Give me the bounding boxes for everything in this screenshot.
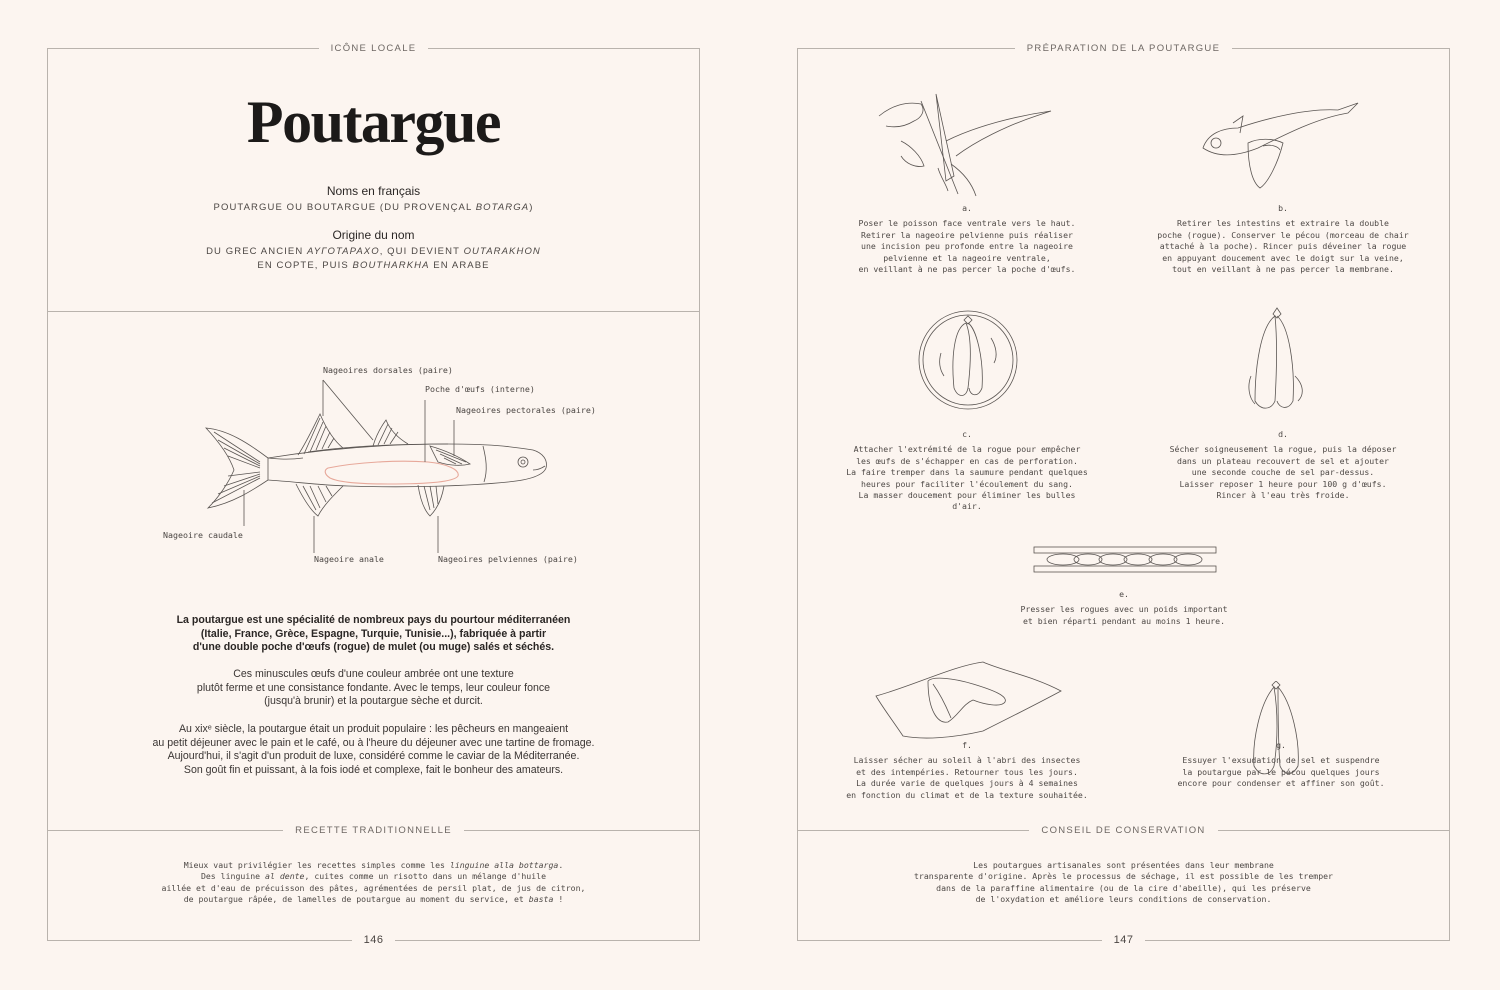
step-d: d. Sécher soigneusement la rogue, puis la déposer dans un plateau recouvert de sel et ajouter une seconde couche de sel par-dessus. Laisser reposer 1 heure pour 100 g d'œufs. Rincer à l'eau très froide. [1169, 429, 1397, 501]
intro-paragraph: La poutargue est une spécialité de nombreux pays du pourtour méditerranéen (Italie, France, Grèce, Espagne, Turquie, Tunisie...), fabriquée à partir d'une double poche d'œufs (rogue) de mulet (ou muge) salés et séchés. [176, 614, 571, 653]
sun-drying-roe-illustration [873, 656, 1063, 741]
step-b: b. Retirer les intestins et extraire la double poche (rogue). Conserver le pécou (morceau de chair attaché à la poche). Rincer puis déveiner la rogue en appuyant doucement avec le doigt sur la veine, tout en veillant à ne pas percer la membrane. [1157, 203, 1409, 275]
label-pectoral-fins: Nageoires pectorales (paire) [456, 405, 596, 415]
roe-in-brine-bowl-illustration [916, 308, 1021, 413]
divider [48, 311, 699, 312]
step-f: f. Laisser sécher au soleil à l'abri des insectes et des intempéries. Retourner tous les jours. La durée varie de quelques jours à 4 semaines en fonction du climat et de la texture souhaitée. [846, 740, 1088, 800]
origin-block [48, 228, 699, 273]
label-anal-fin: Nageoire anale [314, 554, 384, 564]
pressing-roe-illustration [1033, 546, 1218, 574]
fish-roe-extraction-illustration [1198, 98, 1373, 198]
fish-anatomy-diagram [148, 358, 608, 578]
right-page [797, 42, 1450, 946]
page-number-146: 146 [47, 940, 700, 941]
mullet-fish-illustration [148, 358, 608, 578]
label-pelvic-fins: Nageoires pelviennes (paire) [438, 554, 578, 564]
label-dorsal-fins: Nageoires dorsales (paire) [323, 365, 453, 375]
step-a: a. Poser le poisson face ventrale vers le haut. Retirer la nageoire pelvienne puis réaliser une incision peu profonde entre la nageoire pelvienne et la nageoire ventrale, en veillant à ne pas percer la poche d'œufs. [858, 203, 1076, 275]
names-block [48, 184, 699, 215]
origin-value: DU GREC ANCIEN AYГOTAPAXO, QUI DEVIENT OUTARAKHON EN COPTE, PUIS BOUTHARKHA EN ARABE [206, 246, 541, 271]
names-value: POUTARGUE OU BOUTARGUE (DU PROVENÇAL BOTARGA) [213, 202, 534, 213]
label-roe-pouch: Poche d'œufs (interne) [425, 384, 535, 394]
step-e: e. Presser les rogues avec un poids important et bien réparti pendant au moins 1 heure. [1020, 589, 1228, 626]
section-header-preparation: PRÉPARATION DE LA POUTARGUE [797, 48, 1450, 49]
section-header-conservation: CONSEIL DE CONSERVATION [797, 830, 1450, 831]
history-paragraph: Au xixᵉ siècle, la poutargue était un produit populaire : les pêcheurs en mangeaient au petit déjeuner avec le pain et le café, ou à l'heure du déjeuner avec une tartine de fromage. Aujourd'hui, il s'agit d'un produit de luxe, considéré comme le caviar de la Méditerranée. Son goût fin et puissant, à la fois iodé et complexe, fait le bonheur des amateurs. [152, 723, 595, 776]
page-title: Poutargue [246, 89, 501, 155]
texture-paragraph: Ces minuscules œufs d'une couleur ambrée ont une texture plutôt ferme et une consistance fondante. Avec le temps, leur couleur fonce (jusqu'à brunir) et la poutargue sèche et durcit. [196, 668, 551, 707]
section-header-recette: RECETTE TRADITIONNELLE [47, 830, 700, 831]
step-g: g. Essuyer l'exsudation de sel et suspendre la poutargue par le pécou quelques jours encore pour condenser et affiner son goût. [1177, 740, 1385, 789]
section-header-icone-locale: ICÔNE LOCALE [47, 48, 700, 49]
names-heading: Noms en français [326, 184, 421, 198]
step-c: c. Attacher l'extrémité de la rogue pour empêcher les œufs de s'échapper en cas de perforation. La faire tremper dans la saumure pendant quelques heures pour faciliter l'écoulement du sang. La masser doucement pour éliminer les bulles d'air. [846, 429, 1088, 512]
left-page [47, 42, 700, 946]
recipe-text: Mieux vaut privilégier les recettes simples comme les linguine alla bottarga. Des linguine al dente, cuites comme un risotto dans un mélange d'huile aillée et d'eau de précuisson des pâtes, agrémentées de persil plat, de jus de citron, de poutargue râpée, de lamelles de poutargue au moment du service, et basta ! [161, 860, 586, 905]
label-caudal-fin: Nageoire caudale [163, 530, 243, 540]
conservation-text: Les poutargues artisanales sont présentées dans leur membrane transparente d'origine. Après le processus de séchage, il est possible de les tremper dans de la paraffine alimentaire (ou de la cire d'abeille), qui les préserve de l'oxydation et améliore leurs conditions de conservation. [914, 860, 1333, 905]
origin-heading: Origine du nom [332, 228, 415, 242]
salted-roe-illustration [1243, 306, 1313, 416]
knife-incision-illustration [876, 86, 1066, 201]
page-number-147: 147 [797, 940, 1450, 941]
